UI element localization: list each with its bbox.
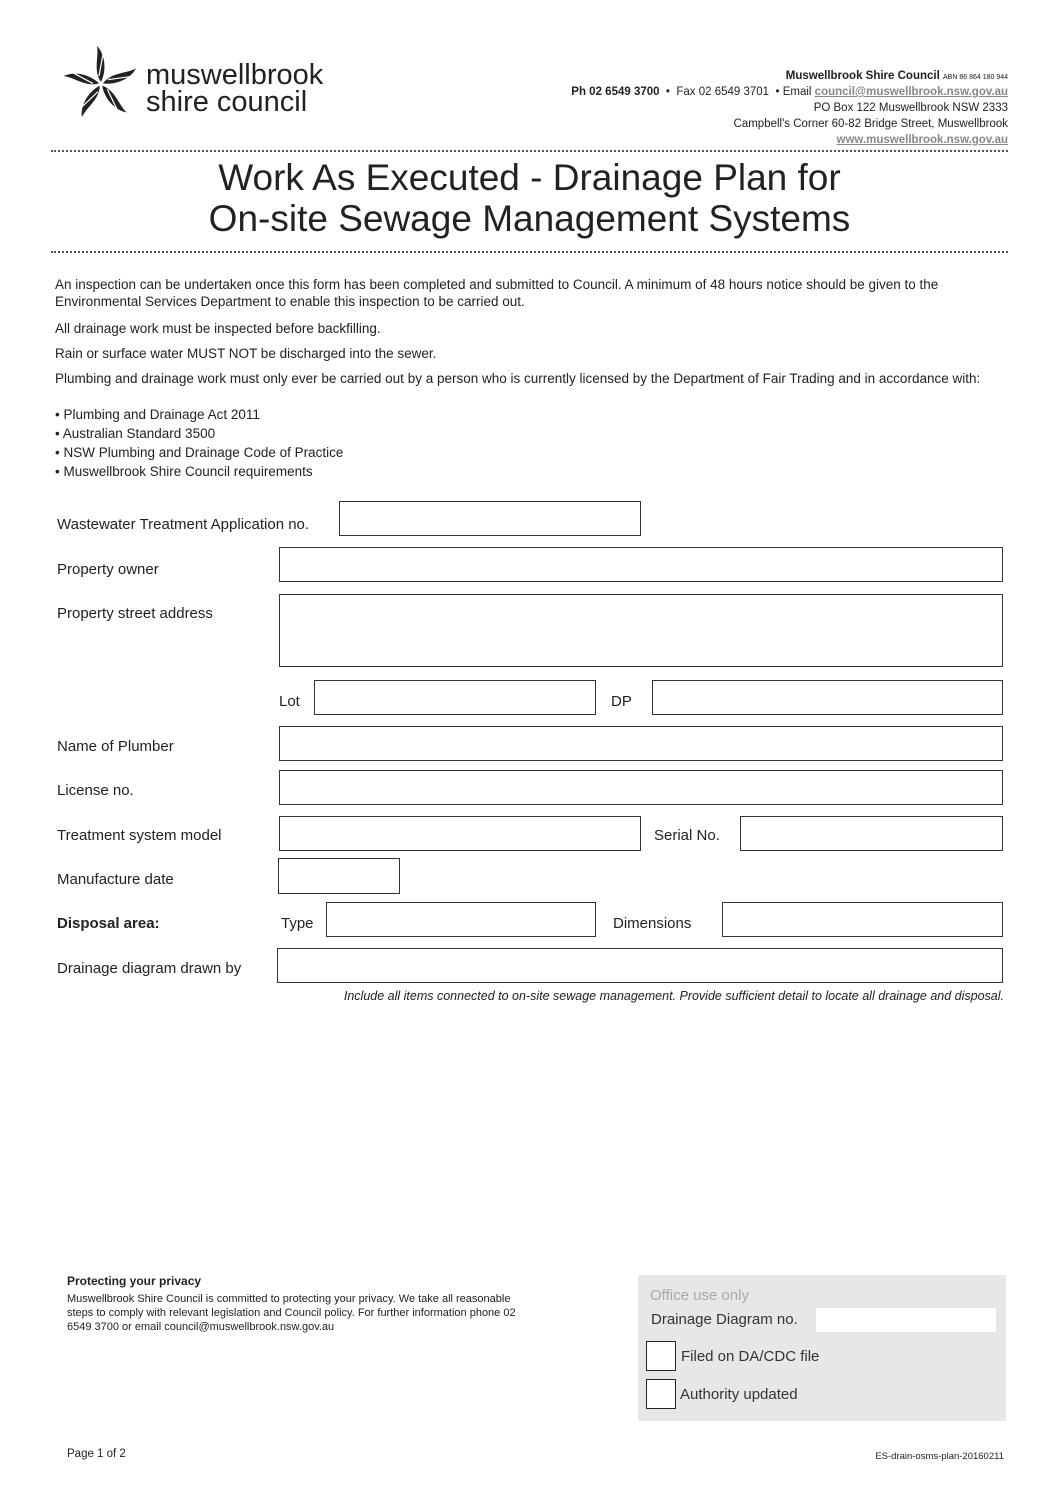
plumber-name-field[interactable] — [279, 726, 1003, 761]
bullet-item: • Australian Standard 3500 — [55, 426, 216, 441]
title-line1: Work As Executed - Drainage Plan for — [218, 157, 841, 198]
authority-label: Authority updated — [680, 1386, 798, 1403]
form-note: Include all items connected to on-site sewage management. Provide sufficient detail to locate all drainage and disposal. — [343, 989, 1004, 1003]
phone: Ph 02 6549 3700 — [571, 86, 660, 98]
privacy-body: Muswellbrook Shire Council is committed to protecting your privacy. We take all reasonable steps to comply with relevant legislation and Council policy. For further information phone 02 6549 3700 or email council@muswellbrook.nsw.gov.au — [67, 1293, 516, 1333]
abn: ABN 86 864 180 944 — [943, 74, 1008, 81]
office-use-heading: Office use only — [650, 1287, 749, 1304]
bullet-item: • Plumbing and Drainage Act 2011 — [55, 407, 260, 422]
bullet-item: • NSW Plumbing and Drainage Code of Practice — [55, 445, 344, 460]
manufacture-date-label: Manufacture date — [57, 871, 174, 888]
authority-checkbox[interactable] — [646, 1379, 676, 1409]
org-name: Muswellbrook Shire Council — [785, 70, 940, 82]
street-address-label: Property street address — [57, 605, 213, 622]
intro-paragraph-1: An inspection can be undertaken once this form has been completed and submitted to Council. A minimum of 48 hours notice should be given to the Environmental Services Department to enable this inspection to be carried out. — [55, 277, 939, 309]
form-code: ES-drain-osms-plan-20160211 — [875, 1451, 1004, 1462]
council-logo-icon — [60, 43, 142, 125]
dimensions-field[interactable] — [722, 902, 1003, 937]
type-field[interactable] — [326, 902, 596, 937]
property-owner-label: Property owner — [57, 561, 159, 578]
dp-field[interactable] — [652, 680, 1003, 715]
email-link[interactable]: council@muswellbrook.nsw.gov.au — [814, 86, 1008, 98]
privacy-section — [67, 1274, 537, 1334]
diagram-by-field[interactable] — [277, 948, 1003, 983]
license-no-field[interactable] — [279, 770, 1003, 805]
filed-label: Filed on DA/CDC file — [681, 1348, 820, 1365]
office-use-panel — [638, 1275, 1006, 1421]
diagram-no-label: Drainage Diagram no. — [651, 1311, 798, 1328]
dp-label: DP — [611, 693, 632, 710]
intro-paragraph-2: All drainage work must be inspected before backfilling. — [55, 321, 381, 336]
license-no-label: License no. — [57, 782, 134, 799]
street-address-field[interactable] — [279, 594, 1003, 667]
property-owner-field[interactable] — [279, 547, 1003, 582]
phone-line: Ph 02 6549 3700 • Fax 02 6549 3701 • Email council@muswellbrook.nsw.gov.au — [571, 86, 1008, 98]
email-label: Email — [782, 86, 812, 98]
street-address: Campbell's Corner 60-82 Bridge Street, Muswellbrook — [733, 118, 1008, 130]
manufacture-date-field[interactable] — [278, 858, 400, 894]
diagram-no-field[interactable] — [816, 1308, 996, 1332]
serial-no-label: Serial No. — [654, 827, 720, 844]
application-no-label: Wastewater Treatment Application no. — [57, 516, 310, 533]
plumber-name-label: Name of Plumber — [57, 738, 174, 755]
diagram-by-label: Drainage diagram drawn by — [57, 960, 242, 977]
fax: Fax 02 6549 3701 — [676, 86, 770, 98]
application-no-field[interactable] — [339, 501, 641, 536]
title-line2: On-site Sewage Management Systems — [208, 198, 851, 239]
dimensions-label: Dimensions — [613, 915, 692, 932]
title-divider — [51, 251, 1008, 253]
lot-label: Lot — [279, 693, 300, 710]
disposal-area-label: Disposal area: — [57, 915, 160, 932]
bullet-item: • Muswellbrook Shire Council requirements — [55, 464, 313, 479]
filed-checkbox[interactable] — [646, 1341, 676, 1371]
website[interactable]: www.muswellbrook.nsw.gov.au — [836, 134, 1008, 146]
logo-line1: muswellbrook — [146, 59, 324, 91]
intro-paragraph-3: Rain or surface water MUST NOT be discharged into the sewer. — [55, 346, 437, 361]
website-link[interactable] — [837, 132, 1008, 148]
logo-line2: shire council — [146, 86, 308, 118]
serial-no-field[interactable] — [740, 816, 1003, 851]
system-model-label: Treatment system model — [57, 827, 222, 844]
privacy-heading: Protecting your privacy — [67, 1274, 202, 1288]
system-model-field[interactable] — [279, 816, 641, 851]
po-box: PO Box 122 Muswellbrook NSW 2333 — [813, 102, 1008, 114]
type-label: Type — [281, 915, 314, 932]
intro-paragraph-4: Plumbing and drainage work must only ever be carried out by a person who is currently licensed by the Department of Fair Trading and in accordance with: — [55, 371, 981, 386]
page-number: Page 1 of 2 — [67, 1448, 126, 1460]
top-divider — [51, 150, 1008, 152]
lot-field[interactable] — [314, 680, 596, 715]
